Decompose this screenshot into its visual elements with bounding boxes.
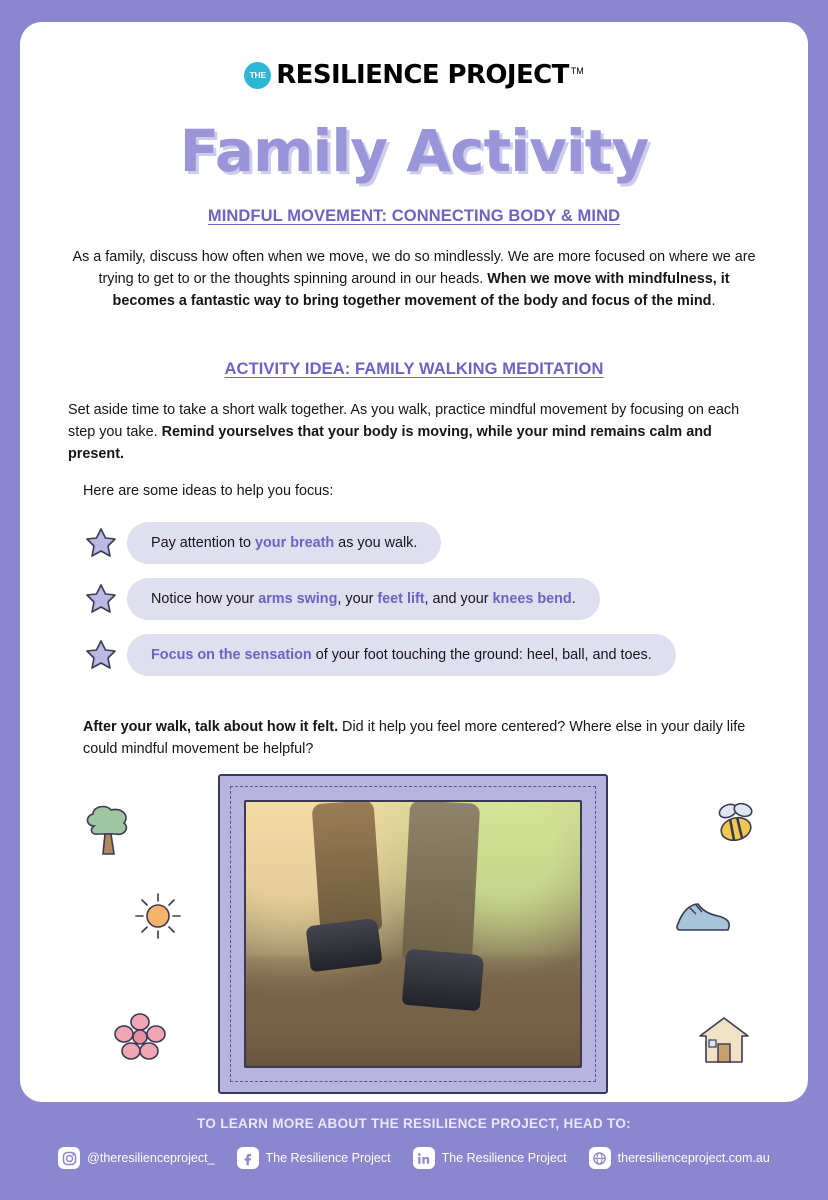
section-activity-idea (68, 360, 760, 465)
photo-frame (218, 774, 608, 1094)
focus-idea-pill (127, 634, 676, 676)
star-icon (83, 525, 119, 561)
section1-body (68, 246, 760, 312)
bullet2-highlight3: knees bend (492, 591, 572, 607)
social-instagram-label: @theresilienceproject_ (87, 1151, 215, 1165)
focus-idea-pill (127, 522, 441, 564)
list-item (83, 522, 783, 564)
logo-badge-the: THE (244, 62, 271, 89)
section-mindful-movement (68, 207, 760, 312)
section1-heading: MINDFUL MOVEMENT: CONNECTING BODY & MIND (207, 207, 621, 225)
logo-wordmark: RESILIENCE PROJECT (276, 60, 569, 90)
flower-icon (112, 1010, 168, 1075)
tree-icon (80, 802, 136, 869)
globe-icon (589, 1147, 611, 1169)
bullet2-post: . (571, 591, 576, 607)
section1-body-part2: . (711, 293, 716, 309)
bullet3-highlight: Focus on the sensation (151, 647, 312, 663)
social-linkedin[interactable] (413, 1147, 567, 1169)
photo-boot-left (305, 918, 382, 972)
trademark-symbol: TM (570, 66, 584, 76)
social-links (0, 1147, 828, 1169)
social-instagram[interactable] (58, 1147, 214, 1169)
footer (0, 1102, 828, 1200)
page-title: Family Activity (179, 117, 649, 185)
social-facebook-label: The Resilience Project (265, 1151, 391, 1165)
section2-body (68, 399, 760, 465)
section2-body-bold: Remind yourselves that your body is moving, while your mind remains calm and present. (68, 424, 712, 462)
house-icon (696, 1012, 752, 1075)
closing-paragraph (83, 716, 773, 760)
walking-photo (244, 800, 582, 1068)
bullet2-highlight2: feet lift (377, 591, 425, 607)
social-facebook[interactable] (237, 1147, 391, 1169)
section1-body-part1: As a family, discuss how often when we move, we do so mindlessly. We are more focused on where we are trying to get to or the thoughts spinning around in our heads. (72, 249, 756, 287)
activity-sheet-page (20, 22, 808, 1102)
closing-rest: Did it help you feel more centered? Where else in your daily life could mindful movement be helpful? (83, 719, 746, 757)
footer-title: TO LEARN MORE ABOUT THE RESILIENCE PROJECT, HEAD TO: (197, 1116, 631, 1131)
focus-idea-pill (127, 578, 600, 620)
focus-ideas-list (83, 522, 783, 690)
list-item (83, 634, 783, 676)
social-website[interactable] (589, 1147, 770, 1169)
linkedin-icon (413, 1147, 435, 1169)
photo-leg-right (402, 800, 480, 963)
bullet3-post: of your foot touching the ground: heel, ball, and toes. (311, 647, 652, 663)
star-icon (83, 637, 119, 673)
bullet2-mid1: , your (337, 591, 378, 607)
section2-heading: ACTIVITY IDEA: FAMILY WALKING MEDITATION (224, 360, 604, 378)
bullet1-pre: Pay attention to (151, 535, 256, 551)
bullet2-mid2: , and your (424, 591, 493, 607)
social-linkedin-label: The Resilience Project (441, 1151, 567, 1165)
social-website-label: theresilienceproject.com.au (617, 1151, 770, 1165)
closing-bold: After your walk, talk about how it felt. (83, 719, 339, 735)
sun-icon (132, 890, 184, 947)
bullet2-highlight: arms swing (258, 591, 338, 607)
ideas-intro: Here are some ideas to help you focus: (83, 483, 334, 499)
bee-icon (706, 797, 764, 854)
shoe-icon (672, 894, 734, 945)
list-item (83, 578, 783, 620)
photo-boot-right (402, 949, 485, 1012)
section2-body-part1: Set aside time to take a short walk together. As you walk, practice mindful movement by focusing on each step you take. (68, 402, 740, 440)
star-icon (83, 581, 119, 617)
bullet2-pre: Notice how your (151, 591, 259, 607)
brand-logo (20, 60, 808, 90)
photo-leg-left (312, 800, 383, 934)
bullet1-highlight: your breath (255, 535, 335, 551)
section1-body-bold: When we move with mindfulness, it becomes a fantastic way to bring together movement of the body and focus of the mind (112, 271, 730, 309)
facebook-icon (237, 1147, 259, 1169)
bullet1-post: as you walk. (334, 535, 418, 551)
instagram-icon (58, 1147, 80, 1169)
